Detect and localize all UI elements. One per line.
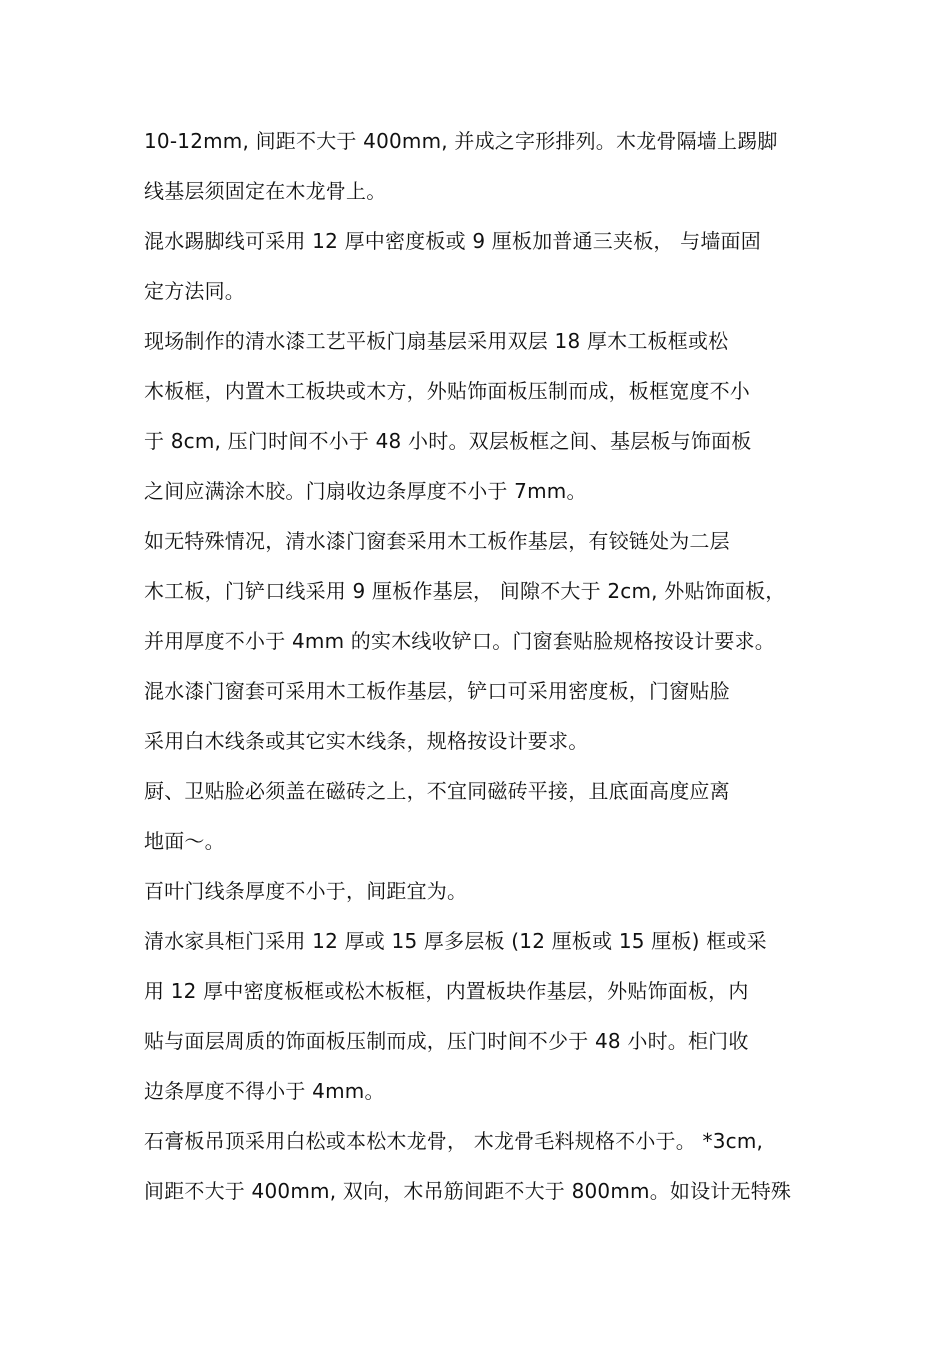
text-line-3: 混水踢脚线可采用 12 厚中密度板或 9 厘板加普通三夹板， 与墙面固	[144, 229, 761, 253]
text-line-1: 10-12mm, 间距不大于 400mm, 并成之字形排列。木龙骨隔墙上踢脚	[144, 129, 778, 153]
text-line-22: 间距不大于 400mm, 双向，木吊筋间距不大于 800mm。如设计无特殊	[144, 1179, 792, 1203]
text-line-15: 地面～。	[144, 829, 225, 853]
text-line-21: 石膏板吊顶采用白松或本松木龙骨， 木龙骨毛料规格不小于。 *3cm,	[144, 1129, 764, 1153]
text-line-5: 现场制作的清水漆工艺平板门扇基层采用双层 18 厚木工板框或松	[144, 329, 729, 353]
text-line-10: 木工板，门铲口线采用 9 厘板作基层， 间隙不大于 2cm, 外贴饰面板，	[144, 579, 786, 603]
text-line-7: 于 8cm, 压门时间不小于 48 小时。双层板框之间、基层板与饰面板	[144, 429, 752, 453]
text-line-13: 采用白木线条或其它实木线条，规格按设计要求。	[144, 729, 589, 753]
text-line-14: 厨、卫贴脸必须盖在磁砖之上，不宜同磁砖平接，且底面高度应离	[144, 779, 730, 803]
text-line-18: 用 12 厚中密度板框或松木板框，内置板块作基层，外贴饰面板，内	[144, 979, 749, 1003]
text-line-2: 线基层须固定在木龙骨上。	[144, 179, 387, 203]
text-line-8: 之间应满涂木胶。门扇收边条厚度不小于 7mm。	[144, 479, 587, 503]
text-line-16: 百叶门线条厚度不小于，间距宜为。	[144, 879, 468, 903]
text-line-6: 木板框，内置木工板块或木方，外贴饰面板压制而成，板框宽度不小	[144, 379, 750, 403]
text-line-4: 定方法同。	[144, 279, 245, 303]
text-line-9: 如无特殊情况，清水漆门窗套采用木工板作基层，有铰链处为二层	[144, 529, 730, 553]
text-line-12: 混水漆门窗套可采用木工板作基层，铲口可采用密度板，门窗贴脸	[144, 679, 730, 703]
text-line-11: 并用厚度不小于 4mm 的实木线收铲口。门窗套贴脸规格按设计要求。	[144, 629, 776, 653]
text-line-20: 边条厚度不得小于 4mm。	[144, 1079, 385, 1103]
text-line-17: 清水家具柜门采用 12 厚或 15 厚多层板 (12 厘板或 15 厘板) 框或采	[144, 929, 767, 953]
text-line-19: 贴与面层周质的饰面板压制而成，压门时间不少于 48 小时。柜门收	[144, 1029, 749, 1053]
